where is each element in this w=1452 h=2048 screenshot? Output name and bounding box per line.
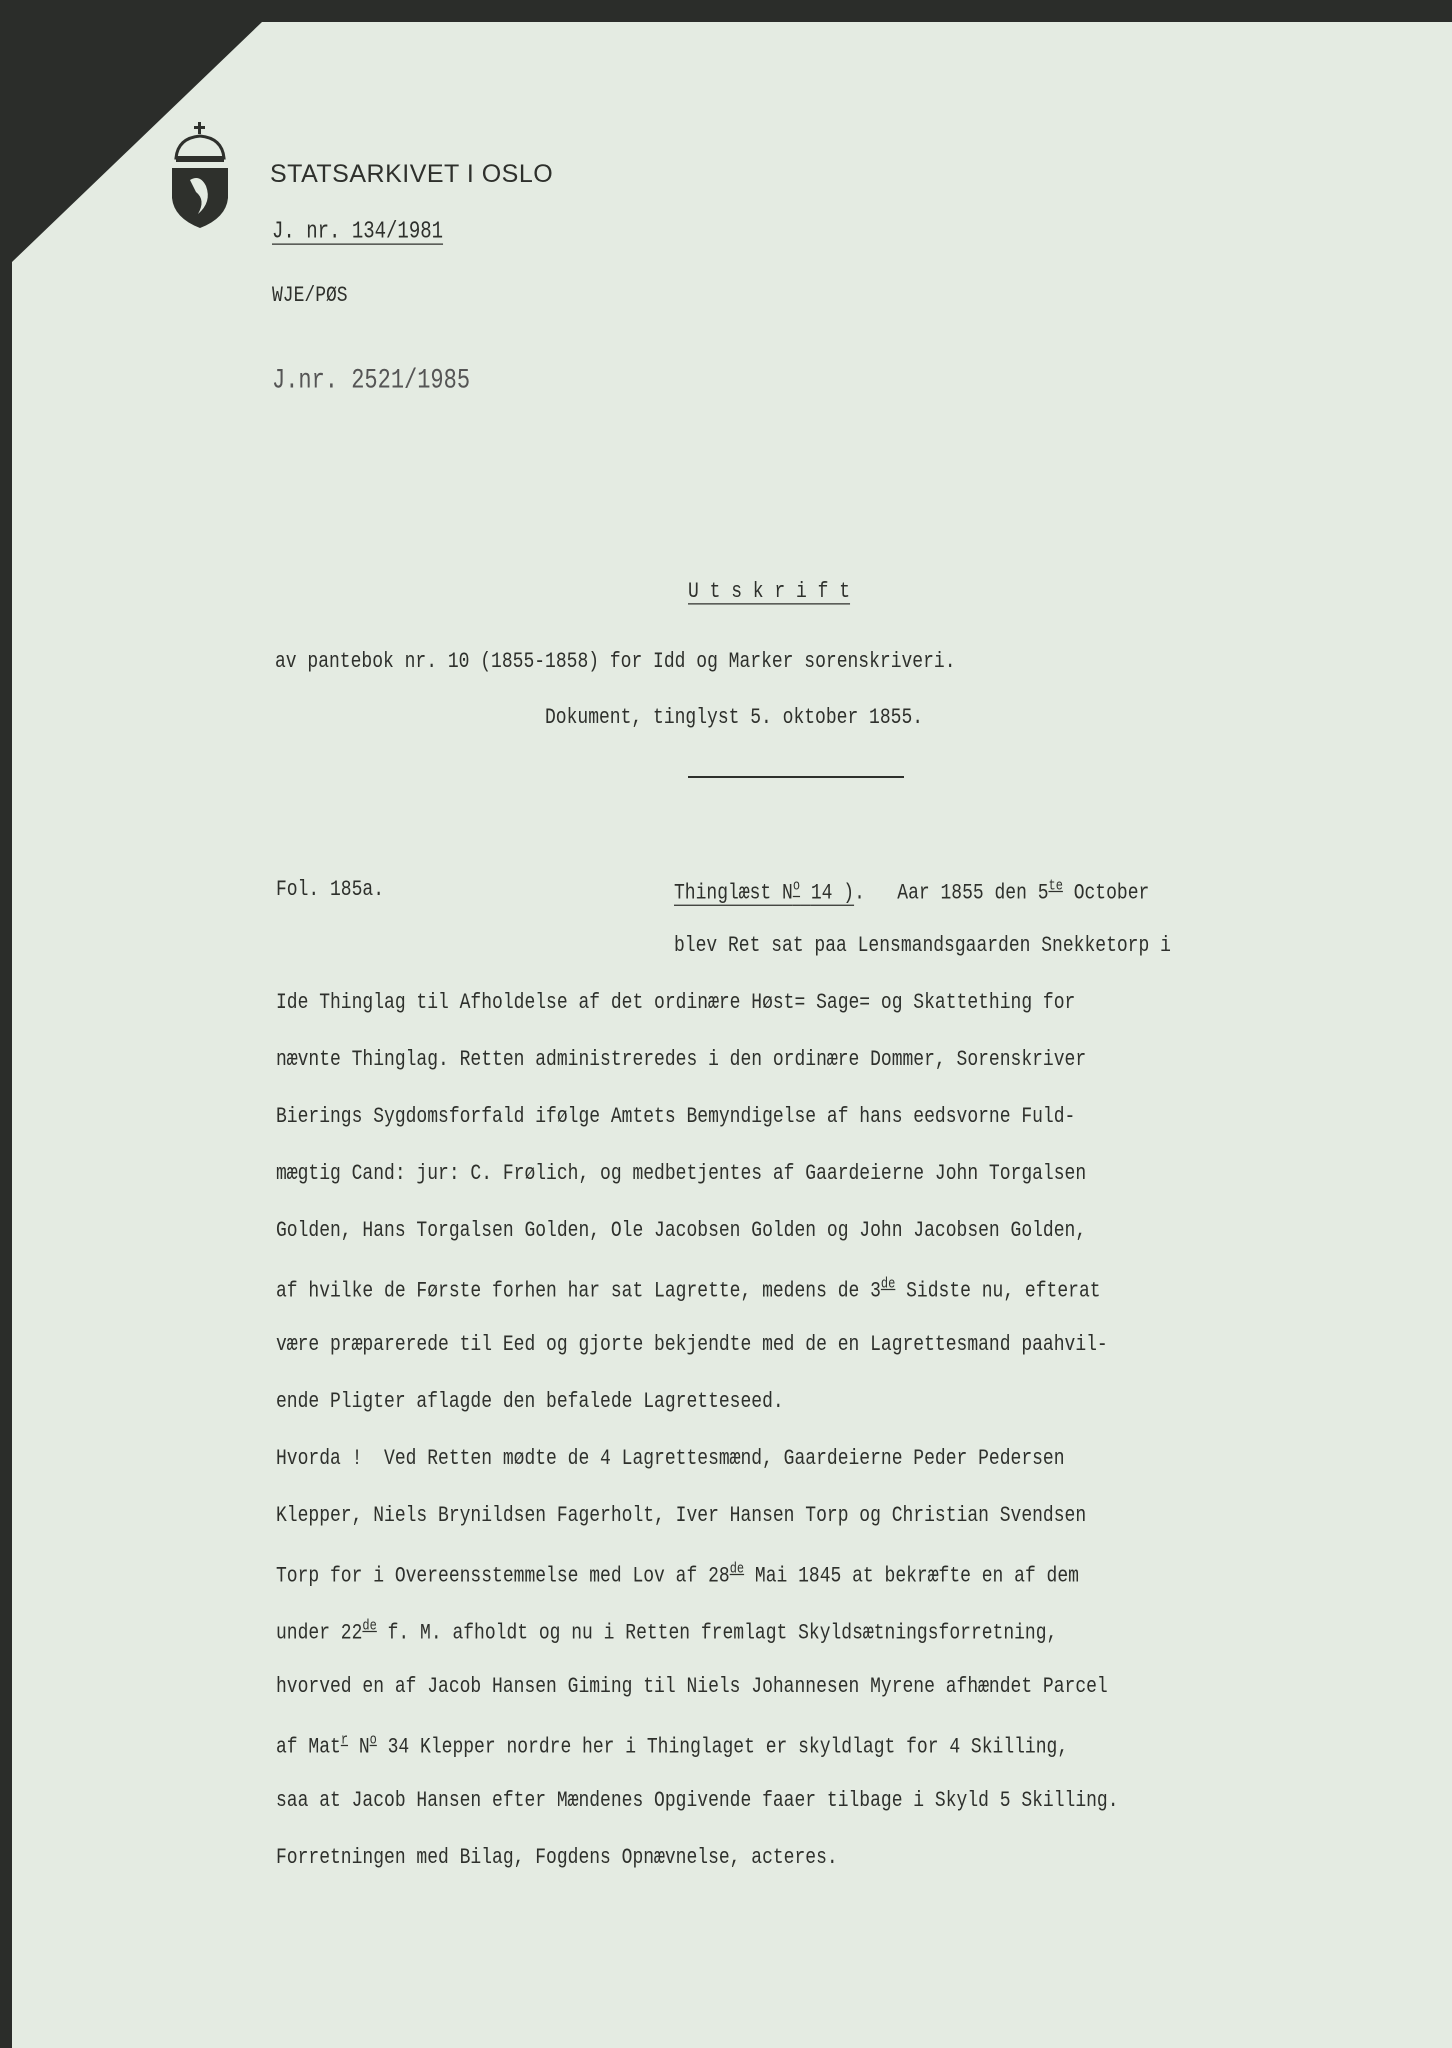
text-line: Forretningen med Bilag, Fogdens Opnævnelse, acteres. — [276, 1845, 838, 1871]
institution-name: STATSARKIVET I OSLO — [270, 160, 554, 188]
text-line: blev Ret sat paa Lensmandsgaarden Snekketorp i — [674, 933, 1171, 959]
text-line: Torp for i Overeensstemmelse med Lov af 28de Mai 1845 at bekræfte en af dem — [276, 1560, 1079, 1589]
text-line: saa at Jacob Hansen efter Mændenes Opgivende faaer tilbage i Skyld 5 Skilling. — [276, 1788, 1119, 1814]
text-line: være præparerede til Eed og gjorte bekjendte med de en Lagrettesmand paahvil- — [276, 1332, 1108, 1358]
document-title: U t s k r i f t — [688, 579, 851, 605]
text-line: Golden, Hans Torgalsen Golden, Ole Jacobsen Golden og John Jacobsen Golden, — [276, 1218, 1087, 1244]
text-line: Bierings Sygdomsforfald ifølge Amtets Bemyndigelse af hans eedsvorne Fuld- — [276, 1104, 1076, 1130]
text-line: Klepper, Niels Brynildsen Fagerholt, Iver Hansen Torp og Christian Svendsen — [276, 1503, 1087, 1529]
text-line: nævnte Thinglag. Retten administreredes i den ordinære Dommer, Sorenskriver — [276, 1047, 1087, 1073]
folio: Fol. 185a. — [276, 877, 385, 903]
text-line: Ide Thinglag til Afholdelse af det ordinære Høst= Sage= og Skattething for — [276, 990, 1076, 1016]
text-line: under 22de f. M. afholdt og nu i Retten fremlagt Skyldsætningsforretning, — [276, 1617, 1058, 1646]
text-line: af hvilke de Første forhen har sat Lagrette, medens de 3de Sidste nu, efterat — [276, 1275, 1101, 1304]
journal-number-old: J. nr. 134/1981 — [272, 217, 444, 245]
subtitle: av pantebok nr. 10 (1855-1858) for Idd og Marker sorenskriveri. — [275, 649, 956, 675]
journal-number-new: J.nr. 2521/1985 — [272, 364, 471, 397]
text-line: hvorved en af Jacob Hansen Giming til Niels Johannesen Myrene afhændet Parcel — [276, 1674, 1108, 1700]
entry-heading-line: Thinglæst $N^o$ 14 ). Aar 1855 den $5^{te}$ October — [674, 877, 1150, 906]
text-line: mægtig Cand: jur: C. Frølich, og medbetjentes af Gaardeierne John Torgalsen — [276, 1161, 1087, 1187]
divider — [688, 776, 904, 778]
text-line: af Mat$^r$ $N^o$ 34 Klepper nordre her i Thinglaget er skyldlagt for 4 Skilling, — [276, 1731, 1069, 1760]
text-line: Hvorda ! Ved Retten mødte de 4 Lagrettesmænd, Gaardeierne Peder Pedersen — [276, 1446, 1065, 1472]
initials: WJE/PØS — [272, 283, 348, 309]
document-date-line: Dokument, tinglyst 5. oktober 1855. — [545, 705, 924, 731]
text-line: ende Pligter aflagde den befalede Lagretteseed. — [276, 1389, 784, 1415]
norwegian-coat-of-arms-icon — [170, 120, 230, 230]
